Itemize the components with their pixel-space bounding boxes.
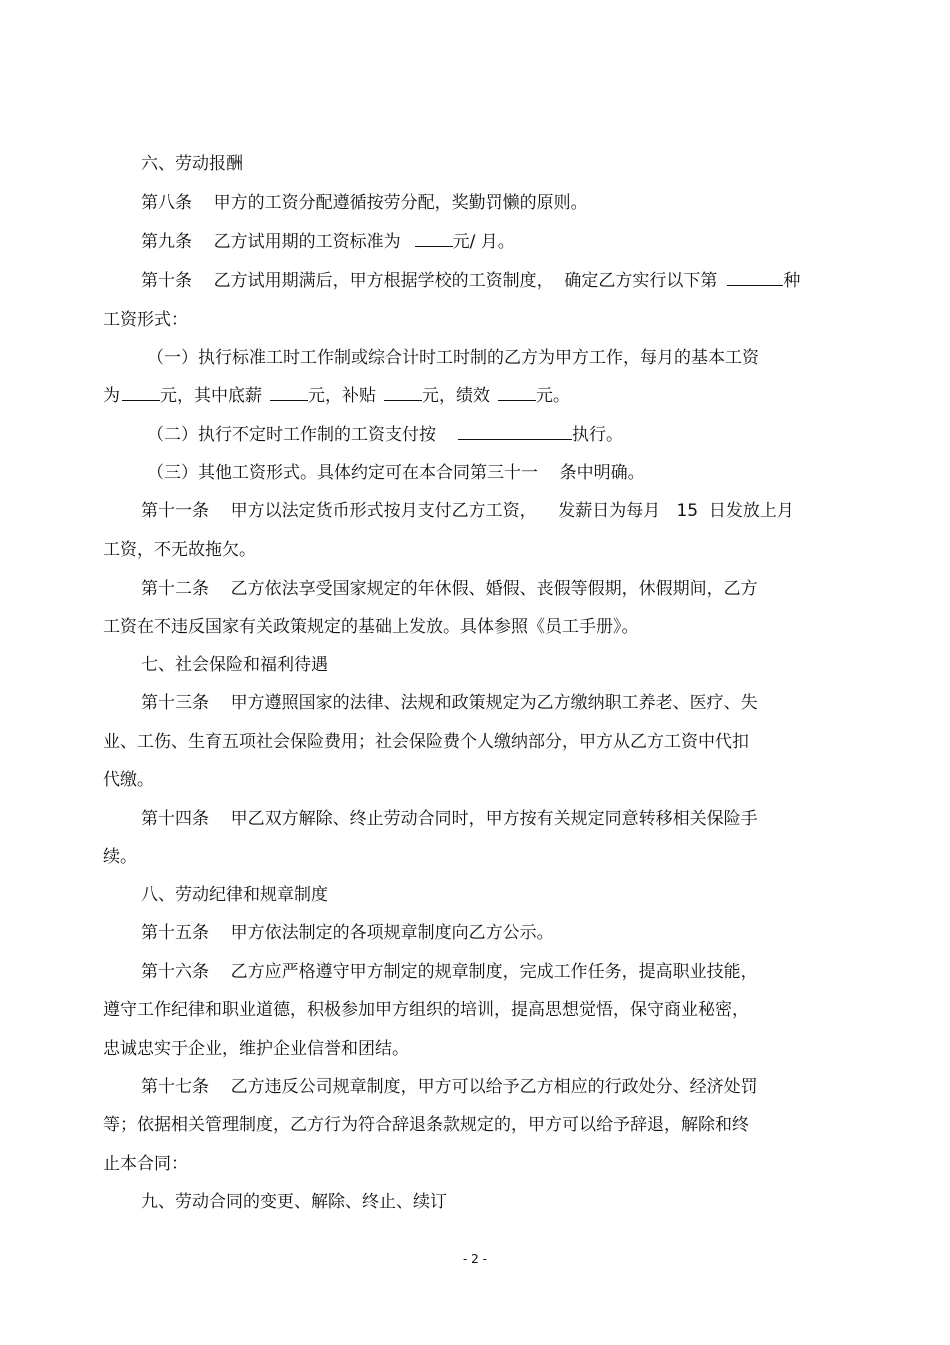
paragraph-line: 等；依据相关管理制度，乙方行为符合辞退条款规定的，甲方可以给予辞退，解除和终 <box>103 1115 749 1135</box>
paragraph-line: 忠诚忠实于企业，维护企业信誉和团结。 <box>103 1039 409 1059</box>
paragraph-line: 第十四条 甲乙双方解除、终止劳动合同时，甲方按有关规定同意转移相关保险手 <box>141 809 758 829</box>
paragraph-line: 第八条 甲方的工资分配遵循按劳分配，奖勤罚懒的原则。 <box>141 193 588 213</box>
text-run: 元，其中底薪 <box>160 386 262 406</box>
paragraph-line <box>147 424 623 446</box>
fill-blank <box>270 386 308 401</box>
paragraph-line: 第十二条 乙方依法享受国家规定的年休假、婚假、丧假等假期，休假期间，乙方 <box>141 579 758 599</box>
text-run: （二）执行不定时工作制的工资支付按 <box>147 425 436 445</box>
paragraph-line: （三）其他工资形式。具体约定可在本合同第三十一 条中明确。 <box>147 463 645 483</box>
fill-blank <box>727 271 783 286</box>
text-run: 执行。 <box>572 425 623 445</box>
paragraph-line: 第十五条 甲方依法制定的各项规章制度向乙方公示。 <box>141 923 554 943</box>
paragraph-line <box>141 270 800 292</box>
paragraph-line: （一）执行标准工时工作制或综合计时工时制的乙方为甲方工作，每月的基本工资 <box>147 348 759 368</box>
section-heading: 七、社会保险和福利待遇 <box>141 655 328 675</box>
paragraph-line: 第十三条 甲方遵照国家的法律、法规和政策规定为乙方缴纳职工养老、医疗、失 <box>141 693 758 713</box>
fill-blank <box>458 425 572 440</box>
text-run: 元，绩效 <box>422 386 490 406</box>
paragraph-line: 第十六条 乙方应严格遵守甲方制定的规章制度，完成工作任务，提高职业技能， <box>141 962 758 982</box>
fill-blank <box>498 386 536 401</box>
paragraph-line: 工资，不无故拖欠。 <box>103 540 256 560</box>
paragraph-line <box>103 385 570 407</box>
fill-blank <box>384 386 422 401</box>
fill-blank <box>122 386 160 401</box>
text-run: 种 <box>783 271 801 291</box>
paragraph-line: 遵守工作纪律和职业道德，积极参加甲方组织的培训，提高思想觉悟，保守商业秘密， <box>103 1000 749 1020</box>
section-heading: 九、劳动合同的变更、解除、终止、续订 <box>141 1192 447 1212</box>
text-run: 元。 <box>536 386 570 406</box>
paragraph-line <box>141 231 515 253</box>
text-run: 第九条 乙方试用期的工资标准为 <box>141 232 401 252</box>
paragraph-line: 工资在不违反国家有关政策规定的基础上发放。具体参照《员工手册》。 <box>103 617 639 637</box>
section-heading: 八、劳动纪律和规章制度 <box>141 885 328 905</box>
text-run: 为 <box>103 386 120 406</box>
text-run: 第十条 乙方试用期满后，甲方根据学校的工资制度， 确定乙方实行以下第 <box>141 271 718 291</box>
paragraph-line: 代缴。 <box>103 770 154 790</box>
text-run: 元/ 月。 <box>452 232 515 252</box>
fill-blank <box>415 232 453 247</box>
page-number: - 2 - <box>463 1252 487 1266</box>
section-heading: 六、劳动报酬 <box>141 154 243 174</box>
paragraph-line: 续。 <box>103 847 137 867</box>
paragraph-line: 止本合同： <box>103 1154 188 1174</box>
paragraph-line: 第十七条 乙方违反公司规章制度，甲方可以给予乙方相应的行政处分、经济处罚 <box>141 1077 758 1097</box>
paragraph-line: 业、工伤、生育五项社会保险费用；社会保险费个人缴纳部分，甲方从乙方工资中代扣 <box>103 732 749 752</box>
paragraph-line: 第十一条 甲方以法定货币形式按月支付乙方工资， 发薪日为每月 15 日发放上月 <box>141 501 794 521</box>
text-run: 元，补贴 <box>308 386 376 406</box>
paragraph-line: 工资形式： <box>103 310 188 330</box>
